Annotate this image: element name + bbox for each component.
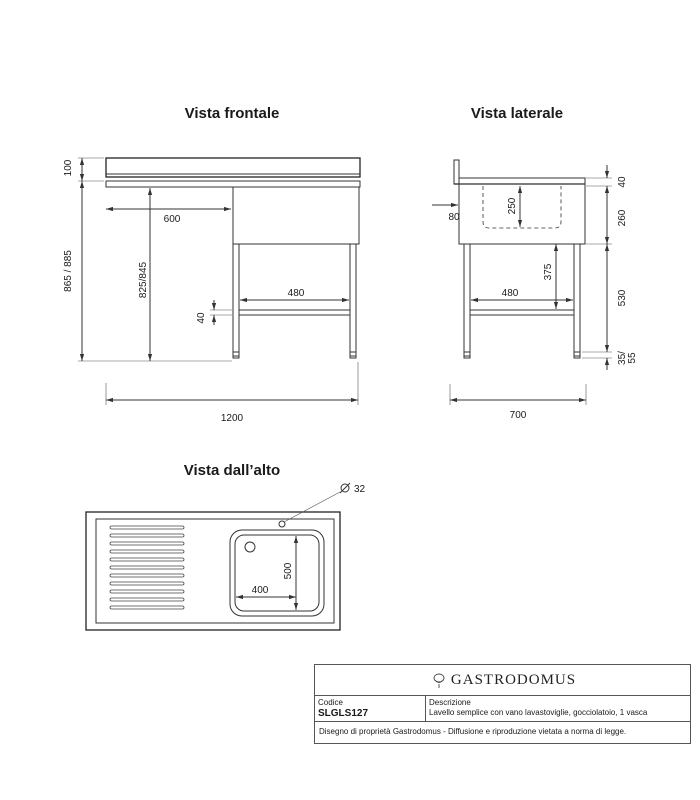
dim-side-260: 260 <box>617 209 628 227</box>
diameter-icon <box>340 483 350 493</box>
dim-side-80: 80 <box>448 212 460 223</box>
description-cell <box>426 696 690 721</box>
dim-side-40: 40 <box>617 176 628 188</box>
brand-name: GASTRODOMUS <box>450 671 577 688</box>
dim-front-480: 480 <box>287 288 305 299</box>
dim-side-250: 250 <box>507 197 518 215</box>
title-block <box>314 664 691 744</box>
dim-top-32: 32 <box>354 484 366 495</box>
dim-side-35-55: 35/55 <box>617 351 638 365</box>
title-block-info-row <box>315 696 690 722</box>
dim-side-530: 530 <box>617 289 628 307</box>
dim-front-865-885: 865 / 885 <box>63 250 74 292</box>
drainboard-slots <box>110 526 184 609</box>
dim-front-1200: 1200 <box>220 413 244 424</box>
dim-side-480: 480 <box>501 288 519 299</box>
top-view <box>86 483 366 630</box>
description-value: Lavello semplice con vano lavastoviglie, gocciolatoio, 1 vasca <box>429 708 648 717</box>
description-label: Descrizione <box>429 698 471 707</box>
code-cell <box>315 696 426 721</box>
code-label: Codice <box>318 698 343 707</box>
dim-side-700: 700 <box>509 410 527 421</box>
front-view <box>63 158 360 424</box>
dim-front-825-845: 825/845 <box>138 261 149 299</box>
dim-front-40: 40 <box>196 312 207 324</box>
code-value: SLGLS127 <box>318 708 369 719</box>
side-view <box>432 160 638 421</box>
dim-top-400: 400 <box>251 585 269 596</box>
dim-front-600: 600 <box>163 214 181 225</box>
dim-front-100: 100 <box>63 159 74 177</box>
brand-logo <box>315 665 690 696</box>
ownership-notice: Disegno di proprietà Gastrodomus - Diffusione e riproduzione vietata a norma di legge. <box>319 727 627 736</box>
front-view-title: Vista frontale <box>184 105 280 122</box>
top-view-title: Vista dall’alto <box>183 462 281 479</box>
dim-top-500: 500 <box>283 562 294 580</box>
chef-hat-icon <box>429 670 449 690</box>
drain-hole-icon <box>245 542 255 552</box>
side-view-title: Vista laterale <box>470 105 564 122</box>
dim-side-375: 375 <box>543 263 554 281</box>
